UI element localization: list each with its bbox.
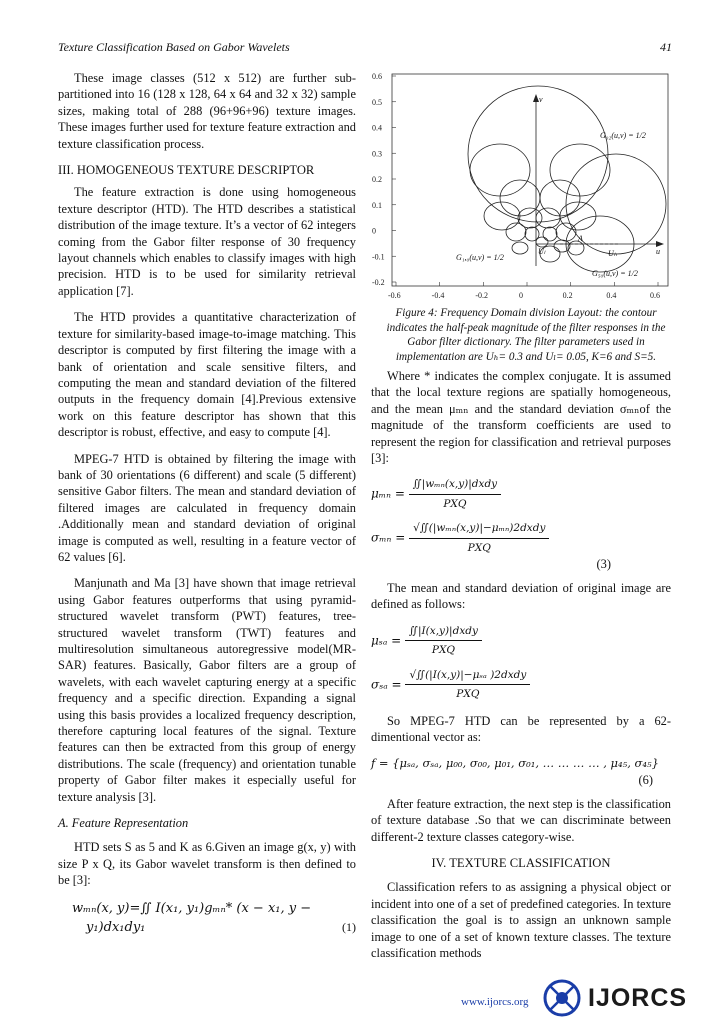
journal-url-link[interactable]: www.ijorcs.org <box>461 996 529 1008</box>
subsection-heading-a: A. Feature Representation <box>58 816 189 831</box>
paragraph: Classification refers to as assigning a physical object or incident into one of a set of predefined categories. In texture classification the goal is to assign an unknown sample image to one of a set of known texture classes. The texture classification methods <box>371 880 671 960</box>
ul-label: Uₗ <box>538 247 546 256</box>
eq-lhs: μₘₙ = <box>371 486 405 501</box>
ijorcs-logo-icon <box>540 978 586 1018</box>
eq-denominator: PXQ <box>443 497 467 510</box>
section-heading-4: IV. TEXTURE CLASSIFICATION <box>431 855 611 870</box>
u-axis-label: u <box>656 247 660 256</box>
x-tick-label: -0.2 <box>475 291 489 300</box>
x-tick-label: 0 <box>519 291 523 300</box>
paragraph: The feature extraction is done using homogeneous texture descriptor (HTD). The HTD describes a statistical distribution of the image texture. It’s a vector of 62 integers coming from the Gabor filter response of 30 frequency layout channels which enables to classify images with high precision. HTD is to be used for similarity retrieval application [7]. <box>58 185 356 298</box>
contour <box>512 242 528 254</box>
equation-6: f = {μₛₐ, σₛₐ, μ₀₀, σ₀₀, μ₀₁, σ₀₁, … … … … , μ₄₅, σ₄₅} <box>371 756 659 771</box>
y-tick-label: -0.2 <box>372 278 385 287</box>
y-tick-label: 0.2 <box>372 175 382 184</box>
equation-number: (6) <box>638 772 653 787</box>
x-tick-label: 0.2 <box>562 291 573 300</box>
v-axis-label: v <box>539 95 543 104</box>
x-tick-label: -0.6 <box>388 291 401 300</box>
equation-number: (3) <box>596 557 611 572</box>
y-tick-label: 0.4 <box>372 123 382 133</box>
eq-denominator: PXQ <box>467 541 491 554</box>
eq-numerator: √∬(|I(x,y)|−μₛₐ )2dxdy <box>405 667 530 685</box>
eq-fraction <box>405 623 482 659</box>
y-tick-label: 0.5 <box>372 97 382 107</box>
equation-1 <box>58 899 356 937</box>
figure-caption: Figure 4: Frequency Domain division Layout: the contour indicates the half-peak magnitude of the filter responses in the Gabor filter dictionary. The filter parameters used in implementation are Uₕ= 0.3 and Uₗ= 0.05, K=6 and S=5. <box>386 307 666 363</box>
eq-lhs: μₛₐ = <box>371 633 402 648</box>
frequency-layout-figure <box>370 66 675 304</box>
contour <box>543 227 557 241</box>
contour <box>536 208 560 228</box>
paragraph: So MPEG-7 HTD can be represented by a 62-dimentional vector as: <box>371 713 671 744</box>
equation-number-row <box>371 772 671 788</box>
running-header-title: Texture Classification Based on Gabor Wavelets <box>58 40 290 54</box>
eq-fraction <box>405 667 530 703</box>
equation-number-row <box>371 556 671 572</box>
equation-1-line-2-text: y₁)dx₁dy₁ <box>86 919 146 935</box>
eq-denominator: PXQ <box>456 688 480 701</box>
equation-sigma-sd <box>371 667 671 703</box>
right-column <box>371 368 671 971</box>
eq-numerator: ∬|I(x,y)|dxdy <box>405 623 482 641</box>
paragraph: Where * indicates the complex conjugate. It is assumed that the local texture regions are spatially homogeneous, and the mean μₘₙ and the standard deviation σₘₙof the magnitude of the transform coefficients are used to represent the region for classification and retrieval purposes [3]: <box>371 369 671 466</box>
y-tick-label: 0.6 <box>372 72 382 81</box>
y-tick-label: 0 <box>372 226 376 236</box>
eq-lhs: σₘₙ = <box>371 530 406 545</box>
paragraph: HTD sets S as 5 and K as 6.Given an image g(x, y) with size P x Q, its Gabor wavelet transform is then defined to be [3]: <box>58 840 356 888</box>
contour <box>536 237 548 247</box>
ijorcs-logo-text: IJORCS <box>588 984 688 1012</box>
a-label: A <box>578 234 583 243</box>
paragraph: The HTD provides a quantitative characterization of texture for similarity-based image-to-image matching. This descriptor is computed by first filtering the image with a bank of orientation and scale sensitive filters, and computing the mean and standard deviation of the filtered outputs in the frequency domain [4].Previous extensive work on this feature descriptor has shown that this descriptor is robust, effective, and easy to compute [4]. <box>58 310 356 440</box>
g-mid-label: G₁,₀(u,v) = 1/2 <box>456 253 504 262</box>
contour <box>556 223 576 241</box>
paragraph: MPEG-7 HTD is obtained by filtering the image with bank of 30 orientations (6 different) and scale (5 different) sensitive Gabor filters. The mean and standard deviation of filtered images are calculated in frequency domain .Additionally mean and standard deviation of original image is computed as well, resulting in a feature vector of 62 values [6]. <box>58 451 356 564</box>
eq-numerator: √∬(|wₘₙ(x,y)|−μₘₙ)2dxdy <box>409 520 549 538</box>
left-column <box>58 70 356 937</box>
eq-lhs: σₛₐ = <box>371 677 402 692</box>
eq-denominator: PXQ <box>431 644 456 657</box>
g-top-label: G₀₂(u,v) = 1/2 <box>600 131 646 140</box>
x-tick-label: 0.6 <box>650 291 660 300</box>
contour <box>506 223 526 241</box>
eq-fraction <box>409 520 549 556</box>
equation-mu-mn <box>371 476 671 512</box>
paragraph: After feature extraction, the next step is the classification of texture database .So that we can discriminate between different-2 texture classes category-wise. <box>371 796 671 844</box>
contour <box>568 241 584 255</box>
y-tick-label: -0.1 <box>372 252 385 262</box>
equation-1-line-1: wₘₙ(x, y)=∬ I(x₁, y₁)gₘₙ* (x − x₁, y − <box>72 900 312 916</box>
paragraph: The mean and standard deviation of original image are defined as follows: <box>371 581 671 612</box>
equation-mu-sd <box>371 623 671 659</box>
x-tick-label: -0.4 <box>431 291 445 300</box>
contour <box>500 180 540 216</box>
contour <box>554 240 570 252</box>
contour <box>550 144 610 196</box>
contour-large <box>468 86 608 222</box>
x-tick-label: 0.4 <box>606 291 617 300</box>
plot-frame <box>392 74 668 286</box>
section-heading-3: III. HOMOGENEOUS TEXTURE DESCRIPTOR <box>58 163 315 178</box>
equation-1-line-2 <box>72 918 356 937</box>
eq-numerator: ∬|wₘₙ(x,y)|dxdy <box>409 476 501 494</box>
eq-fraction <box>409 476 501 512</box>
y-tick-label: 0.3 <box>372 149 382 159</box>
page-number: 41 <box>660 40 672 54</box>
paragraph: These image classes (512 x 512) are further sub-partitioned into 16 (128 x 128, 64 x 64 and 32 x 32) sample sizes, making total of 288 (96+96+96) texture images. These images further used for texture feature extraction and texture classification process. <box>58 71 356 151</box>
equation-sigma-mn <box>371 520 671 556</box>
equation-number: (1) <box>342 919 356 934</box>
contour <box>470 144 530 196</box>
y-tick-label: 0.1 <box>372 200 382 210</box>
contour <box>540 180 580 216</box>
g-bot-label: G₅₀(u,v) = 1/2 <box>592 269 638 278</box>
uh-label: Uₕ <box>608 249 618 258</box>
paragraph: Manjunath and Ma [3] have shown that image retrieval using Gabor features outperforms that using pyramid-structured wavelet transform (PWT) features, tree-structured wavelet transform (TWT) features and multiresolution simultaneous autoregressive model(MR-SAR) features. Basically, Gabor filters are a group of wavelets, with each wavelet capturing energy at a specific frequency and a specific direction. Expanding a signal using this basis provides a localized frequency description, therefore capturing local features of the signal. Texture features can then be extracted from this group of energy distributions. The scale (frequency) and orientation tunable property of Gabor filter makes it especially useful for texture analysis [3]. <box>58 576 356 804</box>
